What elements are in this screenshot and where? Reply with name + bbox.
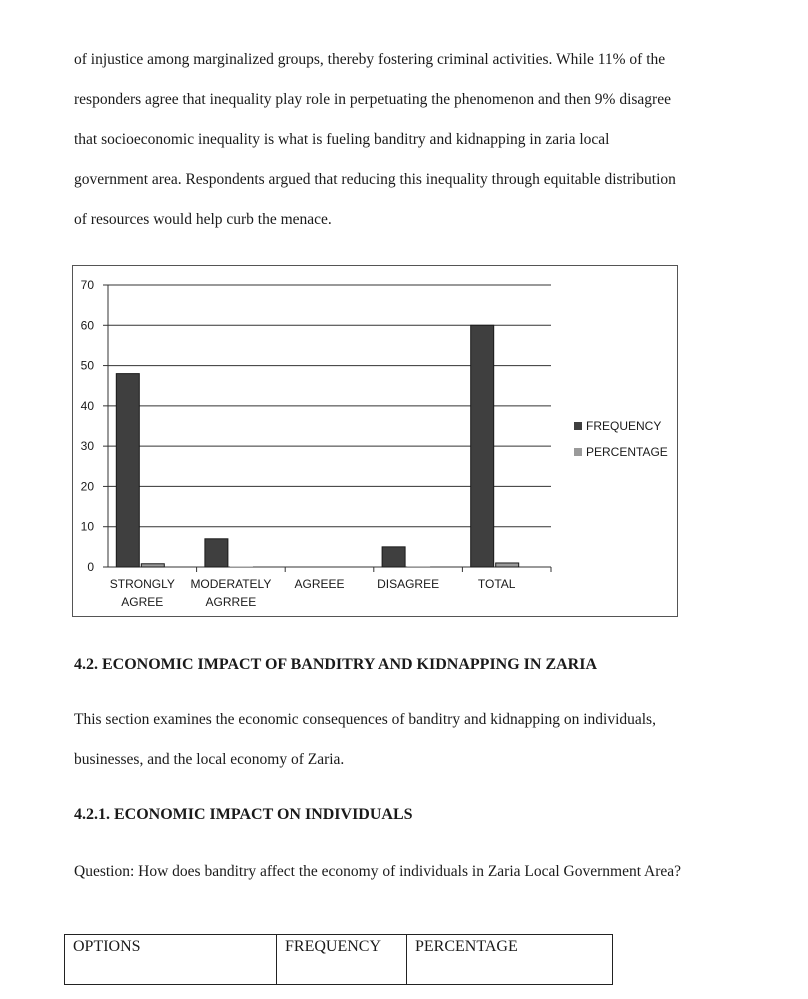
bar-frequency	[471, 325, 494, 567]
table-header-frequency: FREQUENCY	[277, 935, 407, 985]
table-header-options: OPTIONS	[65, 935, 277, 985]
y-tick-label: 70	[80, 278, 94, 292]
legend-swatch-frequency	[574, 422, 582, 430]
x-category-label: MODERATELY	[190, 577, 272, 591]
survey-question: Question: How does banditry affect the economy of individuals in Zaria Local Government Area?	[74, 863, 682, 880]
table-header-percentage: PERCENTAGE	[407, 935, 613, 985]
y-tick-label: 40	[80, 398, 94, 413]
bar-frequency	[205, 539, 228, 567]
paragraph-line: of resources would help curb the menace.	[74, 211, 332, 228]
intro-paragraph	[74, 40, 774, 240]
x-category-label: AGREEE	[294, 577, 345, 591]
x-category-label: STRONGLY	[109, 577, 175, 591]
y-tick-label: 10	[80, 519, 94, 534]
bar-frequency	[382, 547, 405, 567]
section-heading-4-2: 4.2. ECONOMIC IMPACT OF BANDITRY AND KIDNAPPING IN ZARIA	[74, 656, 598, 673]
paragraph-line: of injustice among marginalized groups, thereby fostering criminal activities. While 11% of the	[74, 51, 666, 68]
options-table	[64, 934, 613, 985]
x-category-label: TOTAL	[477, 577, 516, 591]
section-heading-4-2-1: 4.2.1. ECONOMIC IMPACT ON INDIVIDUALS	[74, 806, 413, 823]
legend-label-percentage: PERCENTAGE	[586, 445, 668, 459]
bar-frequency	[116, 374, 139, 567]
section-intro-paragraph	[74, 700, 774, 780]
bar-percentage	[496, 563, 519, 567]
legend-label-frequency: FREQUENCY	[586, 419, 662, 433]
x-category-label: DISAGREE	[377, 577, 440, 591]
y-tick-label: 20	[80, 479, 94, 494]
paragraph-line: government area. Respondents argued that reducing this inequality through equitable distribution	[74, 171, 676, 188]
y-tick-label: 30	[80, 439, 94, 454]
bar-chart	[72, 265, 678, 617]
legend-swatch-percentage	[574, 448, 582, 456]
x-category-label: AGRREE	[205, 595, 257, 609]
y-tick-label: 50	[80, 358, 94, 373]
paragraph-line: responders agree that inequality play role in perpetuating the phenomenon and then 9% disagree	[74, 91, 671, 108]
x-category-label: AGREE	[121, 595, 164, 609]
y-tick-label: 0	[87, 560, 94, 574]
paragraph-line: businesses, and the local economy of Zaria.	[74, 751, 345, 768]
paragraph-line: that socioeconomic inequality is what is fueling banditry and kidnapping in zaria local	[74, 131, 610, 148]
bar-chart-svg	[73, 266, 677, 616]
bar-percentage	[141, 564, 164, 567]
y-tick-label: 60	[80, 318, 94, 333]
table-header-row	[65, 935, 613, 985]
paragraph-line: This section examines the economic consequences of banditry and kidnapping on individuals,	[74, 711, 656, 728]
